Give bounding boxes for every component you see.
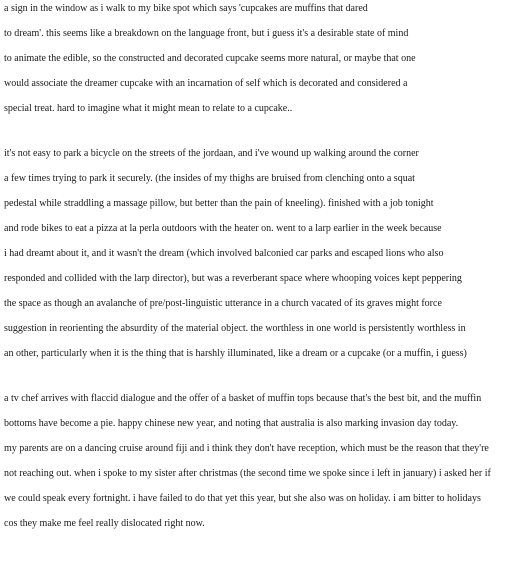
text-line: to animate the edible, so the constructed and decorated cupcake seems more natural, or maybe that one xyxy=(4,52,416,64)
text-line: a tv chef arrives with flaccid dialogue and the offer of a basket of muffin tops because that's the best bit, and the muffin xyxy=(4,393,482,405)
paragraph-spacer xyxy=(4,124,514,145)
text-line: bottoms have become a pie. happy chinese new year, and noting that australia is also marking invasion day today. xyxy=(4,418,459,430)
paragraph-tv-chef-family xyxy=(4,390,514,539)
text-line: special treat. hard to imagine what it might mean to relate to a cupcake.. xyxy=(4,102,293,114)
text-line: a few times trying to park it securely. (the insides of my thighs are bruised from clenching onto a squat xyxy=(4,173,415,185)
paragraph-spacer xyxy=(4,369,514,390)
text-line: would associate the dreamer cupcake with an incarnation of self which is decorated and considered a xyxy=(4,77,408,89)
document-body xyxy=(4,0,514,540)
text-line: an other, particularly when it is the thing that is harshly illuminated, like a dream or a cupcake (or a muffin, i guess) xyxy=(4,347,467,359)
text-line: not reaching out. when i spoke to my sister after christmas (the second time we spoke since i left in january) i asked her if xyxy=(4,468,491,480)
text-line: the space as though an avalanche of pre/post-linguistic utterance in a church vacated of its graves might force xyxy=(4,297,442,309)
text-line: suggestion in reorienting the absurdity of the material object. the worthless in one world is persistently worthless in xyxy=(4,322,466,334)
text-line: it's not easy to park a bicycle on the streets of the jordaan, and i've wound up walking around the corner xyxy=(4,148,419,160)
text-line: to dream'. this seems like a breakdown on the language front, but i guess it's a desirable state of mind xyxy=(4,27,409,39)
text-line: we could speak every fortnight. i have failed to do that yet this year, but she also was on holiday. i am bitter to holidays xyxy=(4,493,481,505)
paragraph-bicycle-larp xyxy=(4,145,514,369)
text-line: pedestal while straddling a massage pillow, but better than the pain of kneeling). finished with a job tonight xyxy=(4,198,434,210)
text-line: a sign in the window as i walk to my bike spot which says 'cupcakes are muffins that dared xyxy=(4,3,368,14)
text-line: responded and collided with the larp director), but was a reverberant space where whooping voices kept peppering xyxy=(4,272,462,284)
text-line: i had dreamt about it, and it wasn't the dream (which involved balconied car parks and escaped lions who also xyxy=(4,248,444,260)
text-line: my parents are on a dancing cruise around fiji and i think they don't have reception, which must be the reason that they're xyxy=(4,443,489,455)
paragraph-cupcake-sign xyxy=(4,0,514,124)
text-line: and rode bikes to eat a pizza at la perla outdoors with the heater on. went to a larp earlier in the week because xyxy=(4,223,442,235)
text-line: cos they make me feel really dislocated right now. xyxy=(4,517,205,529)
